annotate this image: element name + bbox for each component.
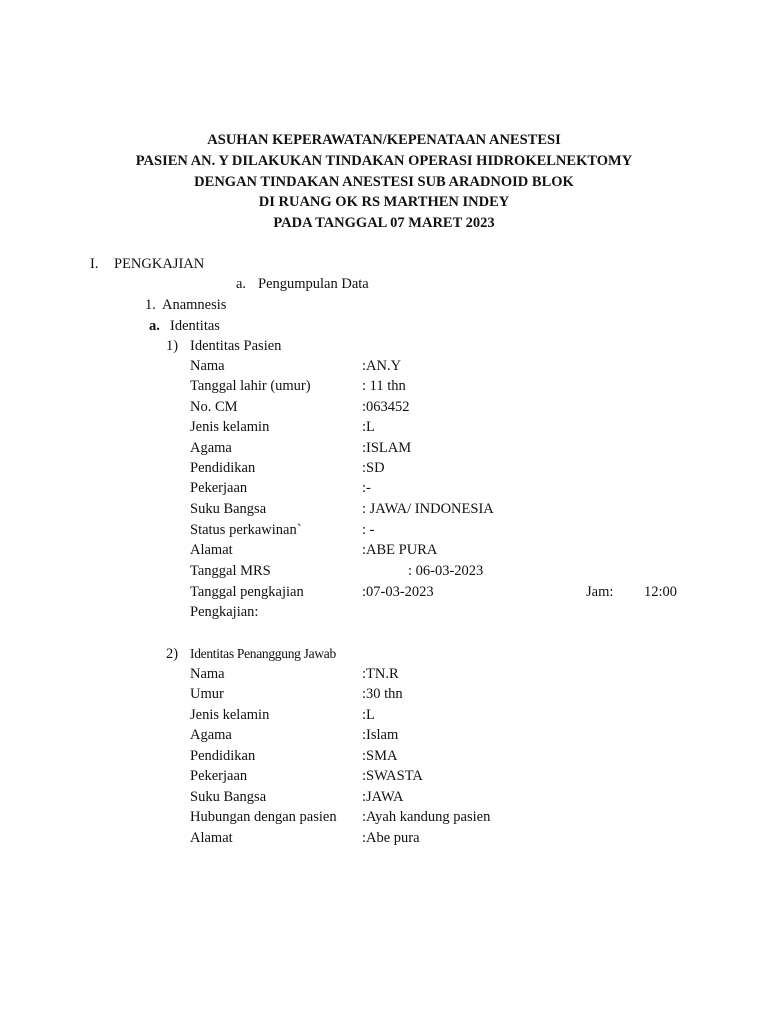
field-value: :SWASTA bbox=[362, 768, 423, 784]
field-label: Nama bbox=[190, 358, 225, 374]
field-label: Tanggal pengkajian bbox=[190, 584, 304, 600]
field-value: :ISLAM bbox=[362, 440, 412, 456]
subsection-marker: a. bbox=[236, 276, 247, 292]
penanggung-heading: Identitas Penanggung Jawab bbox=[190, 646, 336, 661]
identitas-marker: a. bbox=[149, 318, 160, 334]
pasien-number: 1) bbox=[166, 338, 179, 354]
field-value: : - bbox=[362, 522, 375, 538]
section-number: I. bbox=[90, 256, 99, 272]
identitas-heading: Identitas bbox=[170, 318, 220, 334]
jam-value: 12:00 bbox=[644, 584, 678, 600]
title-line-5: PADA TANGGAL 07 MARET 2023 bbox=[273, 215, 495, 232]
field-label: Alamat bbox=[190, 542, 233, 558]
field-value: :SMA bbox=[362, 748, 398, 764]
field-value: :07-03-2023 bbox=[362, 584, 434, 600]
penanggung-number: 2) bbox=[166, 646, 179, 662]
field-value: :Islam bbox=[362, 727, 399, 743]
field-value: : JAWA/ INDONESIA bbox=[362, 501, 494, 517]
document-title bbox=[0, 130, 768, 234]
field-value: :L bbox=[362, 707, 375, 723]
field-label: Suku Bangsa bbox=[190, 789, 267, 805]
field-label: Jenis kelamin bbox=[190, 707, 270, 723]
section-heading: PENGKAJIAN bbox=[114, 256, 205, 272]
field-value: : 06-03-2023 bbox=[408, 563, 484, 579]
field-label: Jenis kelamin bbox=[190, 419, 270, 435]
field-value: :AN.Y bbox=[362, 358, 402, 374]
field-label: Pendidikan bbox=[190, 748, 256, 764]
field-label: Pendidikan bbox=[190, 460, 256, 476]
subsection-heading: Pengumpulan Data bbox=[258, 276, 369, 292]
field-label: No. CM bbox=[190, 399, 238, 415]
field-value: :JAWA bbox=[362, 789, 404, 805]
field-label: Pengkajian: bbox=[190, 604, 259, 620]
pasien-heading: Identitas Pasien bbox=[190, 338, 282, 354]
field-value: :Ayah kandung pasien bbox=[362, 809, 491, 825]
title-line-4: DI RUANG OK RS MARTHEN INDEY bbox=[258, 194, 510, 211]
anamnesis-heading: Anamnesis bbox=[162, 297, 227, 313]
field-label: Status perkawinan` bbox=[190, 522, 302, 538]
title-line-3: DENGAN TINDAKAN ANESTESI SUB ARADNOID BLOK bbox=[194, 173, 574, 190]
field-value: :Abe pura bbox=[362, 830, 420, 846]
field-label: Pekerjaan bbox=[190, 480, 248, 496]
jam-label: Jam: bbox=[586, 584, 614, 600]
field-label: Hubungan dengan pasien bbox=[190, 809, 337, 825]
field-value: :L bbox=[362, 419, 375, 435]
field-label: Nama bbox=[190, 666, 225, 682]
field-value: :- bbox=[362, 480, 371, 496]
field-label: Tanggal lahir (umur) bbox=[190, 378, 311, 394]
field-label: Suku Bangsa bbox=[190, 501, 267, 517]
title-line-2: PASIEN AN. Y DILAKUKAN TINDAKAN OPERASI HIDROKELNEKTOMY bbox=[135, 152, 633, 169]
field-label: Alamat bbox=[190, 830, 233, 846]
field-value: : 11 thn bbox=[362, 378, 406, 394]
field-label: Tanggal MRS bbox=[190, 563, 271, 579]
field-value: :063452 bbox=[362, 399, 410, 415]
field-value: :SD bbox=[362, 460, 385, 476]
field-value: :30 thn bbox=[362, 686, 403, 702]
field-label: Agama bbox=[190, 727, 232, 743]
field-value: :ABE PURA bbox=[362, 542, 438, 558]
field-value: :TN.R bbox=[362, 666, 399, 682]
field-label: Agama bbox=[190, 440, 232, 456]
field-label: Umur bbox=[190, 686, 224, 702]
title-line-1: ASUHAN KEPERAWATAN/KEPENATAAN ANESTESI bbox=[207, 132, 561, 148]
anamnesis-number: 1. bbox=[145, 297, 156, 313]
field-label: Pekerjaan bbox=[190, 768, 248, 784]
